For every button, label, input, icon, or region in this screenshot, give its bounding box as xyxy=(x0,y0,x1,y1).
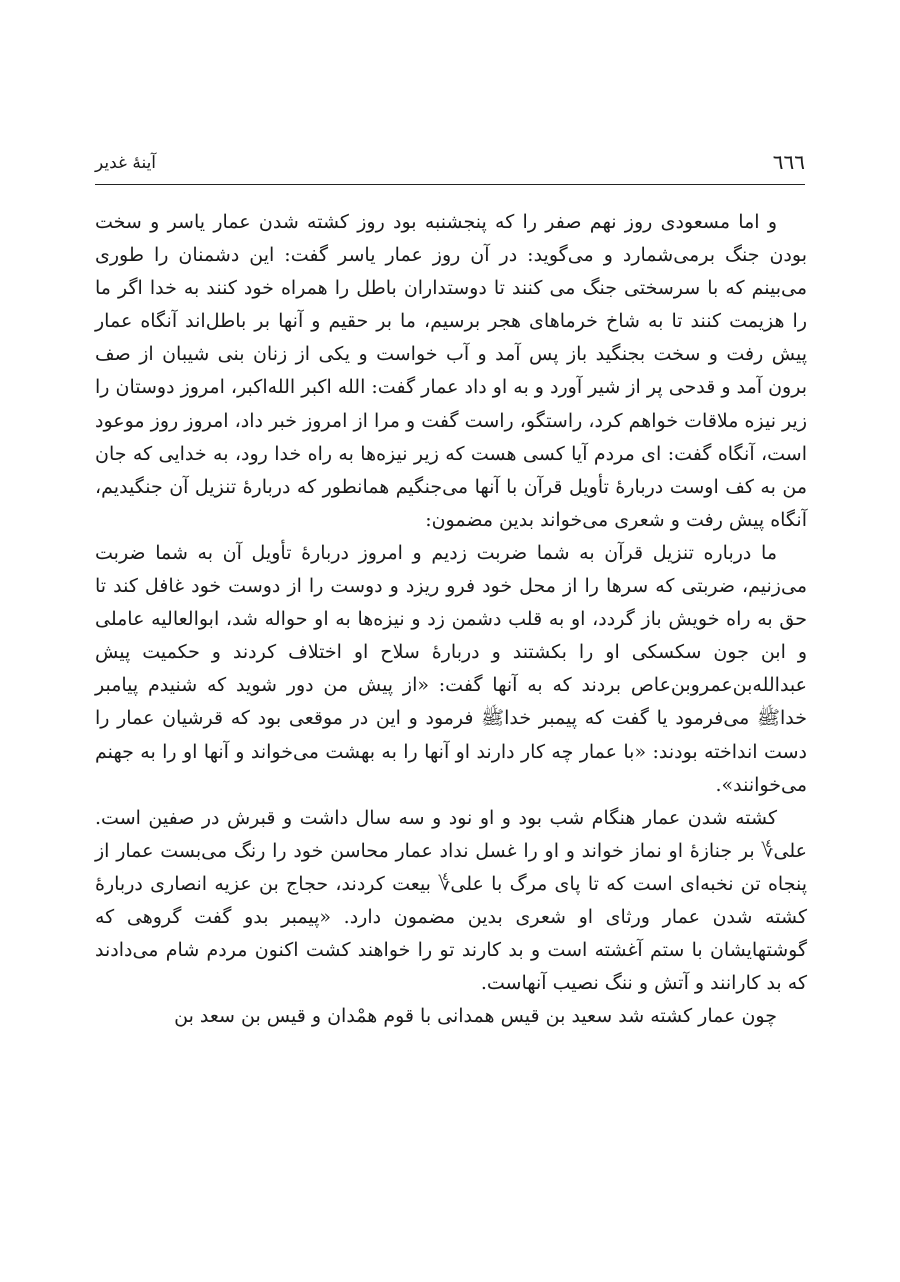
running-header xyxy=(95,148,805,180)
paragraph: کشته شدن عمار هنگام شب بود و او نود و سه سال داشت و قبرش در صفین است. علی‌؇ بر جنازهٔ او نماز خواند و او را غسل نداد عمار محاسن خود را رنگ می‌بست عمار از پنجاه تن نخبه‌ای است که تا پای مرگ با علی‌؇ بیعت کردند، حجاج بن عزیه انصاری دربارهٔ کشته شدن عمار ورثای او شعری بدین مضمون دارد. «پیمبر بدو گفت گروهی که گوشتهایشان با ستم آغشته است و بد کارند تو را خواهند کشت اکنون مردم شام می‌دادند که بد کارانند و آتش و ننگ نصیب آنهاست. xyxy=(95,806,807,995)
paragraph: و اما مسعودی روز نهم صفر را که پنجشنبه بود روز کشته شدن عمار یاسر و سخت بودن جنگ برمی‌شمارد و می‌گوید: در آن روز عمار یاسر گفت: این دشمنان را طوری می‌بینم که با سرسختی جنگ می کنند تا دوستداران باطل را همراه خود کنند به خدا اگر ما را هزیمت کنند تا به شاخ خرماهای هجر برسیم، ما بر حقیم و آنها بر باطل‌اند آنگاه عمار پیش رفت و سخت بجنگید باز پس آمد و آب خواست و یکی از زنان بنی شیبان از صف برون آمد و قدحی پر از شیر آورد و به او داد عمار گفت: الله اکبر الله‌اکبر، امروز دوستان را زیر نیزه ملاقات خواهم کرد، راستگو، راست گفت و مرا از امروز خبر داد، امروز روز موعود است، آنگاه گفت: ای مردم آیا کسی هست که زیر نیزه‌ها به راه خدا رود، به خدایی که جان من به کف اوست دربارهٔ تأویل قرآن با آنها می‌جنگیم همانطور که دربارهٔ تنزیل آن جنگیدیم، آنگاه پیش رفت و شعری می‌خواند بدین مضمون: xyxy=(95,211,807,531)
paragraph: ما درباره تنزیل قرآن به شما ضربت زدیم و امروز دربارهٔ تأویل آن به شما ضربت می‌زنیم، ضربتی که سرها را از محل خود فرو ریزد و دوست را از دوست خود غافل کند تا حق به راه خویش باز گردد، او به قلب دشمن زد و نیزه‌ها به او حواله شد، ابوالعالیه عاملی و ابن جون سکسکی او را بکشتند و دربارهٔ سلاح او اختلاف کردند و حکمیت پیش عبدالله‌بن‌عمروبن‌عاص بردند که به آنها گفت: «از پیش من دور شوید که شنیدم پیامبر خداﷺ می‌فرمود یا گفت که پیمبر خداﷺ فرمود و این در موقعی بود که قرشیان عمار را دست انداخته بودند: «با عمار چه کار دارند او آنها را به بهشت می‌خواند و آنها او را به جهنم می‌خوانند». xyxy=(95,541,807,796)
paragraph: چون عمار کشته شد سعید بن قیس همدانی با قوم همْدان و قیس بن سعد بن xyxy=(174,1005,777,1028)
header-divider xyxy=(95,184,805,185)
body-text xyxy=(95,206,807,1033)
page-number: ٦٦٦ xyxy=(772,150,805,174)
book-title: آینهٔ غدیر xyxy=(95,153,157,173)
